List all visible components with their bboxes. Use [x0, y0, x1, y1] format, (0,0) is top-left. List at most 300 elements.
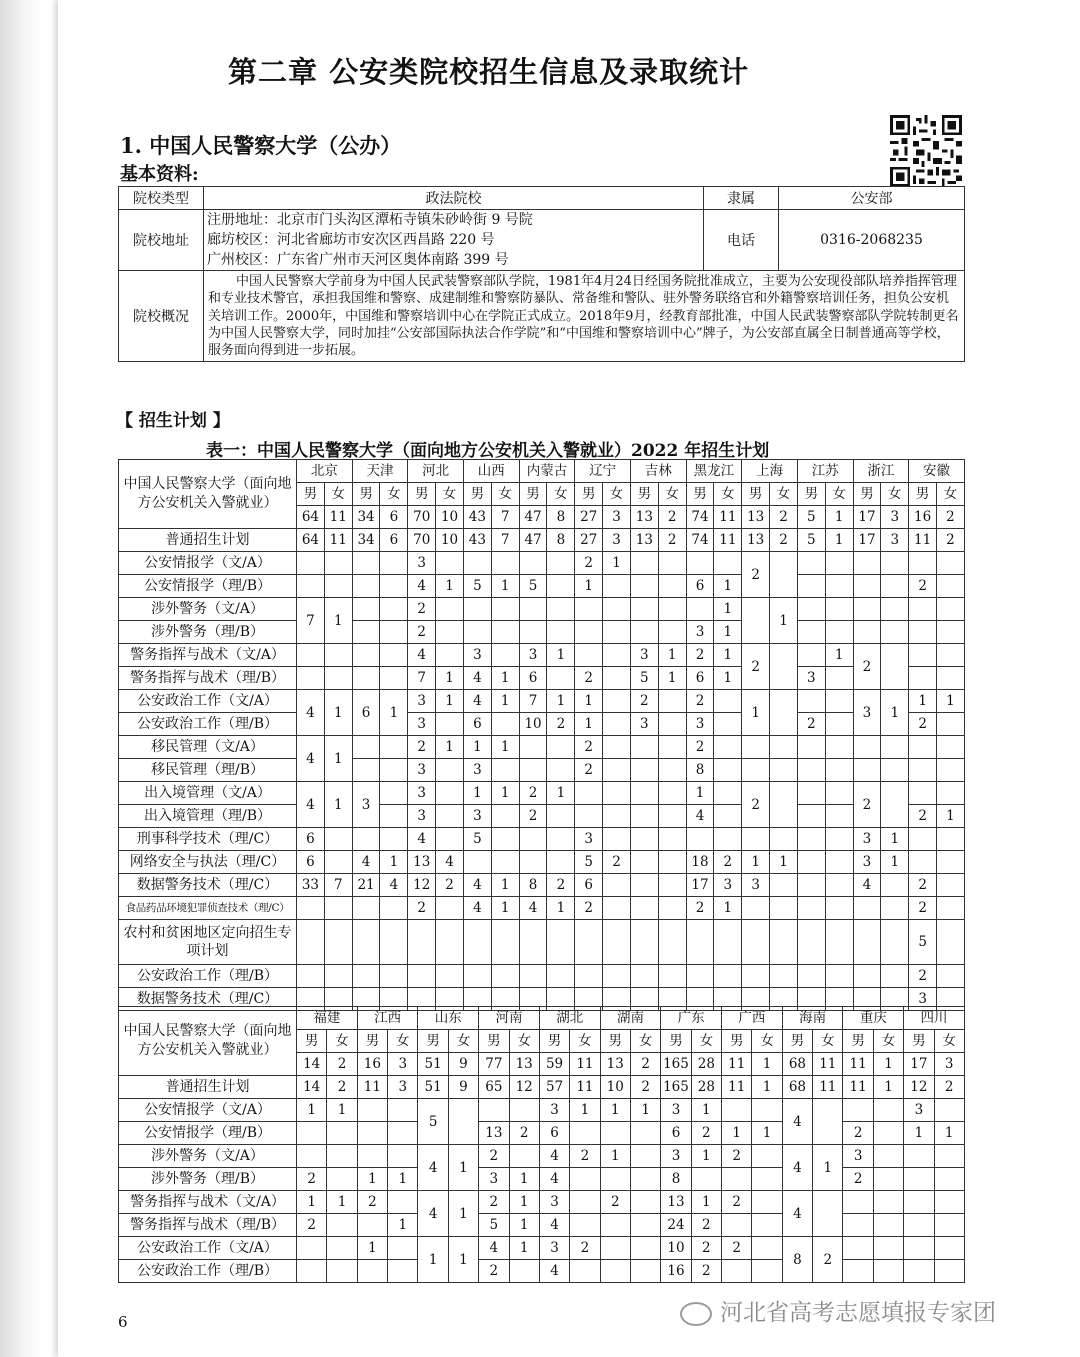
plan-cell	[352, 598, 380, 621]
plan-cell	[873, 1260, 903, 1283]
plan-cell	[658, 782, 686, 805]
row-label: 公安情报学（文/A）	[119, 1099, 297, 1122]
total-cell: 70	[408, 506, 436, 529]
plan-cell: 3	[408, 759, 436, 782]
plan-cell	[600, 1214, 630, 1237]
plan-cell: 7	[297, 598, 325, 644]
plan-cell: 3	[742, 874, 770, 897]
general-cell: 11	[909, 529, 937, 552]
province-header: 山西	[463, 460, 519, 483]
plan-cell	[881, 621, 909, 644]
plan-cell	[714, 805, 742, 828]
plan-cell: 3	[686, 621, 714, 644]
plan-cell	[603, 874, 631, 897]
overview-text	[204, 271, 965, 362]
plan-cell	[937, 667, 965, 690]
plan-cell	[380, 644, 408, 667]
plan-cell	[742, 736, 770, 759]
plan-cell	[519, 736, 547, 759]
plan-cell	[934, 1099, 964, 1122]
watermark	[680, 1294, 996, 1327]
plan-cell	[380, 552, 408, 575]
plan-cell	[603, 965, 631, 988]
plan-cell	[752, 1214, 782, 1237]
plan-cell: 2	[575, 897, 603, 920]
plan-cell	[881, 575, 909, 598]
plan-cell	[603, 920, 631, 965]
general-cell: 34	[352, 529, 380, 552]
male-header: 男	[357, 1030, 387, 1053]
plan-cell	[448, 1099, 478, 1145]
total-cell: 27	[575, 506, 603, 529]
plan-cell	[853, 621, 881, 644]
plan-cell	[380, 598, 408, 621]
plan-cell: 1	[770, 851, 798, 874]
plan-cell: 8	[519, 874, 547, 897]
general-cell: 68	[782, 1076, 812, 1099]
header-row	[119, 460, 965, 483]
general-cell: 6	[380, 529, 408, 552]
plan-cell	[297, 575, 325, 598]
plan-cell: 1	[436, 667, 464, 690]
plan-cell	[463, 920, 491, 965]
plan-cell: 1	[714, 897, 742, 920]
major-row	[119, 805, 965, 828]
plan-cell: 4	[408, 644, 436, 667]
plan-cell: 1	[324, 782, 352, 828]
plan-cell: 3	[463, 644, 491, 667]
plan-cell: 1	[742, 851, 770, 874]
total-cell: 7	[491, 506, 519, 529]
major-row	[119, 736, 965, 759]
plan-cell: 4	[782, 1099, 812, 1145]
plan-cell: 2	[742, 552, 770, 598]
province-header: 湖北	[539, 1007, 600, 1030]
plan-cell	[825, 575, 853, 598]
total-cell: 11	[570, 1053, 600, 1076]
plan-cell	[603, 736, 631, 759]
plan-cell	[937, 736, 965, 759]
female-header: 女	[691, 1030, 721, 1053]
plan-cell	[352, 920, 380, 965]
plan-cell: 1	[714, 598, 742, 621]
row-label: 公安情报学（理/B）	[119, 575, 297, 598]
plan-cell	[937, 782, 965, 805]
plan-cell	[658, 713, 686, 736]
female-header: 女	[934, 1030, 964, 1053]
plan-cell	[380, 897, 408, 920]
plan-cell	[352, 644, 380, 667]
plan-cell	[630, 1237, 660, 1260]
plan-cell	[630, 1122, 660, 1145]
plan-cell	[686, 965, 714, 988]
plan-cell: 3	[909, 988, 937, 1011]
plan-cell	[658, 598, 686, 621]
plan-cell	[357, 1260, 387, 1283]
plan-cell	[380, 805, 408, 828]
male-header: 男	[352, 483, 380, 506]
plan-cell: 2	[297, 1168, 327, 1191]
plan-cell: 8	[686, 759, 714, 782]
general-cell: 13	[742, 529, 770, 552]
plan-cell	[380, 920, 408, 965]
plan-cell: 1	[600, 1099, 630, 1122]
plan-cell	[519, 598, 547, 621]
row-label: 公安情报学（文/A）	[119, 552, 297, 575]
plan-cell: 4	[297, 736, 325, 782]
major-row	[119, 575, 965, 598]
plan-cell	[297, 667, 325, 690]
female-header: 女	[770, 483, 798, 506]
plan-cell: 4	[539, 1214, 569, 1237]
general-cell: 12	[904, 1076, 934, 1099]
plan-cell	[630, 1260, 660, 1283]
plan-cell: 4	[408, 575, 436, 598]
male-header: 男	[797, 483, 825, 506]
major-row	[119, 552, 965, 575]
plan-cell	[630, 782, 658, 805]
plan-cell	[436, 713, 464, 736]
plan-cell	[630, 552, 658, 575]
plan-cell: 1	[463, 782, 491, 805]
plan-cell: 1	[327, 1099, 357, 1122]
plan-cell	[463, 851, 491, 874]
plan-cell	[873, 1145, 903, 1168]
female-header: 女	[509, 1030, 539, 1053]
plan-cell: 2	[722, 1191, 752, 1214]
plan-cell	[714, 920, 742, 965]
plan-cell	[797, 805, 825, 828]
plan-cell: 1	[357, 1237, 387, 1260]
plan-cell: 1	[509, 1237, 539, 1260]
plan-cell	[491, 621, 519, 644]
plan-cell: 4	[463, 690, 491, 713]
plan-cell	[388, 1099, 418, 1122]
plan-cell: 10	[519, 713, 547, 736]
plan-cell: 2	[479, 1260, 509, 1283]
address-value	[204, 210, 704, 271]
female-header: 女	[752, 1030, 782, 1053]
plan-cell: 1	[630, 1099, 660, 1122]
plan-cell: 1	[658, 644, 686, 667]
plan-cell	[324, 828, 352, 851]
plan-cell: 1	[547, 782, 575, 805]
plan-cell	[547, 736, 575, 759]
plan-cell: 1	[575, 690, 603, 713]
male-header: 男	[686, 483, 714, 506]
plan-cell	[797, 782, 825, 805]
plan-cell	[324, 552, 352, 575]
plan-cell: 2	[853, 782, 881, 828]
plan-cell: 2	[570, 1237, 600, 1260]
total-cell: 51	[418, 1053, 448, 1076]
plan-cell	[909, 552, 937, 575]
plan-cell	[881, 920, 909, 965]
plan-cell: 5	[418, 1099, 448, 1145]
plan-cell: 1	[904, 1122, 934, 1145]
row-label: 公安政治工作（理/B）	[119, 713, 297, 736]
plan-cell: 3	[904, 1099, 934, 1122]
plan-table-2	[118, 1006, 965, 1283]
general-cell: 8	[547, 529, 575, 552]
plan-cell	[327, 1214, 357, 1237]
plan-cell	[297, 1122, 327, 1145]
plan-cell	[547, 920, 575, 965]
school-type-value: 政法院校	[204, 187, 704, 210]
plan-cell	[600, 1260, 630, 1283]
plan-cell	[600, 1237, 630, 1260]
plan-cell: 2	[408, 598, 436, 621]
plan-cell: 3	[853, 851, 881, 874]
basic-info-label: 基本资料:	[120, 164, 199, 185]
plan-cell	[479, 1099, 509, 1122]
general-cell: 65	[479, 1076, 509, 1099]
female-header: 女	[873, 1030, 903, 1053]
plan-cell	[843, 1237, 873, 1260]
qr-code-icon	[890, 115, 962, 187]
female-header: 女	[327, 1030, 357, 1053]
plan-cell: 18	[686, 851, 714, 874]
general-cell: 51	[418, 1076, 448, 1099]
plan-cell: 4	[436, 851, 464, 874]
plan-cell	[324, 920, 352, 965]
plan-cell: 1	[722, 1122, 752, 1145]
plan-cell: 33	[297, 874, 325, 897]
plan-cell	[547, 552, 575, 575]
plan-cell	[934, 1260, 964, 1283]
plan-cell	[904, 1145, 934, 1168]
plan-cell: 1	[324, 736, 352, 782]
plan-cell	[600, 1168, 630, 1191]
plan-cell	[463, 965, 491, 988]
plan-cell	[714, 828, 742, 851]
plan-cell	[813, 1099, 843, 1145]
plan-cell: 4	[418, 1191, 448, 1237]
plan-cell: 1	[297, 1191, 327, 1214]
province-header: 辽宁	[575, 460, 631, 483]
plan-cell	[752, 1260, 782, 1283]
plan-cell	[770, 920, 798, 965]
major-row	[119, 759, 965, 782]
plan-cell: 1	[714, 644, 742, 667]
general-cell: 3	[603, 529, 631, 552]
plan-cell	[937, 828, 965, 851]
plan-cell	[722, 1260, 752, 1283]
plan-cell: 2	[575, 759, 603, 782]
province-header: 重庆	[843, 1007, 904, 1030]
plan-cell	[380, 828, 408, 851]
plan-cell: 6	[686, 575, 714, 598]
major-row	[119, 1145, 965, 1168]
plan-cell	[881, 552, 909, 575]
plan-cell: 1	[934, 1122, 964, 1145]
plan-cell	[909, 621, 937, 644]
total-cell: 59	[539, 1053, 569, 1076]
plan-cell	[570, 1191, 600, 1214]
plan-cell: 1	[691, 1145, 721, 1168]
plan-cell	[658, 690, 686, 713]
plan-cell	[770, 782, 798, 828]
overview-paragraph: 中国人民警察大学前身为中国人民武装警察部队学院，1981年4月24日经国务院批准成立，主要为公安现役部队培养指挥管理和专业技术警官，承担我国维和警察、成建制维和警察防暴队、常备维和警队、驻外警务联络官和外籍警察培训任务，担负公安机关培训工作。2000年，中国维和警察培训中心在学院正式成立。2018年9月，经教育部批准，中国人民武装警察部队学院转制更名为中国人民警察大学，同时加挂“公安部国际执法合作学院”和“中国维和警察培训中心”牌子，为公安部直属全日制普通高等学校，服务面向得到进一步拓展。	[208, 274, 959, 359]
plan-cell	[714, 736, 742, 759]
plan-cell: 1	[380, 851, 408, 874]
general-cell: 47	[519, 529, 547, 552]
plan-cell: 5	[479, 1214, 509, 1237]
plan-cell	[937, 759, 965, 782]
plan-cell	[388, 1260, 418, 1283]
plan-cell	[909, 667, 937, 690]
plan-cell	[327, 1260, 357, 1283]
plan-cell: 6	[463, 713, 491, 736]
plan-cell: 1	[491, 782, 519, 805]
male-header: 男	[722, 1030, 752, 1053]
plan-cell	[297, 552, 325, 575]
plan-cell	[825, 690, 853, 713]
plan-cell	[658, 897, 686, 920]
general-cell: 7	[491, 529, 519, 552]
plan-cell: 3	[714, 874, 742, 897]
plan-cell	[547, 759, 575, 782]
plan-cell	[881, 874, 909, 897]
plan-table-1	[118, 459, 965, 1011]
plan-cell	[770, 897, 798, 920]
plan-cell	[797, 874, 825, 897]
total-cell: 11	[714, 506, 742, 529]
plan-cell	[357, 1145, 387, 1168]
plan-cell: 5	[575, 851, 603, 874]
total-cell: 2	[327, 1053, 357, 1076]
plan-cell	[825, 920, 853, 965]
plan-cell	[297, 644, 325, 667]
plan-cell	[519, 552, 547, 575]
plan-cell: 1	[686, 782, 714, 805]
plan-cell: 1	[463, 736, 491, 759]
plan-cell: 5	[519, 575, 547, 598]
plan-cell	[658, 552, 686, 575]
wechat-icon	[680, 1302, 712, 1326]
male-header: 男	[297, 483, 325, 506]
plan-cell	[797, 920, 825, 965]
plan-cell	[600, 1122, 630, 1145]
plan-cell	[825, 736, 853, 759]
header-row	[119, 1007, 965, 1030]
plan-cell: 2	[547, 713, 575, 736]
total-cell: 8	[547, 506, 575, 529]
general-cell: 13	[630, 529, 658, 552]
row-label: 公安政治工作（理/B）	[119, 1260, 297, 1283]
major-row	[119, 782, 965, 805]
plan-table-title: 表一：中国人民警察大学（面向地方公安机关入警就业）2022 年招生计划	[206, 441, 770, 461]
plan-cell: 6	[539, 1122, 569, 1145]
plan-cell: 2	[742, 644, 770, 690]
plan-cell	[547, 965, 575, 988]
plan-cell	[686, 598, 714, 621]
plan-cell: 6	[297, 851, 325, 874]
plan-cell	[575, 805, 603, 828]
plan-cell	[813, 1191, 843, 1237]
female-header: 女	[436, 483, 464, 506]
total-cell: 77	[479, 1053, 509, 1076]
plan-cell	[436, 644, 464, 667]
plan-cell	[519, 965, 547, 988]
row-label: 农村和贫困地区定向招生专项计划	[119, 920, 297, 965]
school-info-table	[118, 186, 965, 362]
province-header: 湖南	[600, 1007, 661, 1030]
plan-cell	[825, 667, 853, 690]
enrollment-plan-heading: 【 招生计划 】	[116, 411, 230, 431]
total-cell: 2	[937, 506, 965, 529]
plan-cell: 6	[661, 1122, 691, 1145]
plan-cell: 1	[436, 690, 464, 713]
plan-cell: 6	[519, 667, 547, 690]
plan-cell	[909, 759, 937, 782]
plan-cell	[352, 575, 380, 598]
female-header: 女	[937, 483, 965, 506]
plan-cell: 2	[603, 851, 631, 874]
total-cell: 11	[843, 1053, 873, 1076]
plan-cell	[463, 598, 491, 621]
plan-cell	[881, 736, 909, 759]
female-header: 女	[388, 1030, 418, 1053]
plan-cell: 2	[909, 874, 937, 897]
plan-cell	[937, 552, 965, 575]
plan-cell	[297, 920, 325, 965]
plan-cell	[519, 920, 547, 965]
general-cell: 2	[770, 529, 798, 552]
plan-cell	[904, 1168, 934, 1191]
plan-cell	[297, 1237, 327, 1260]
plan-cell	[603, 782, 631, 805]
plan-cell: 3	[463, 759, 491, 782]
plan-cell: 2	[519, 805, 547, 828]
plan-cell	[630, 598, 658, 621]
plan-cell	[770, 965, 798, 988]
plan-cell	[937, 575, 965, 598]
total-cell: 13	[600, 1053, 630, 1076]
major-row	[119, 828, 965, 851]
plan-cell	[547, 828, 575, 851]
plan-cell: 5	[463, 828, 491, 851]
plan-cell: 2	[909, 575, 937, 598]
plan-cell	[352, 736, 380, 759]
plan-cell: 1	[742, 690, 770, 736]
plan-cell: 1	[388, 1214, 418, 1237]
plan-cell	[491, 805, 519, 828]
plan-cell: 1	[547, 690, 575, 713]
plan-cell	[742, 598, 770, 644]
plan-cell	[797, 851, 825, 874]
plan-cell: 3	[463, 805, 491, 828]
plan-cell	[658, 805, 686, 828]
major-row	[119, 621, 965, 644]
plan-cell: 2	[909, 805, 937, 828]
plan-cell	[380, 759, 408, 782]
plan-cell	[327, 1145, 357, 1168]
plan-cell	[686, 920, 714, 965]
plan-cell	[603, 805, 631, 828]
plan-cell	[388, 1191, 418, 1214]
plan-cell	[436, 920, 464, 965]
plan-cell	[797, 621, 825, 644]
major-row	[119, 851, 965, 874]
plan-cell: 2	[742, 782, 770, 828]
male-header: 男	[408, 483, 436, 506]
plan-cell	[630, 965, 658, 988]
page-number: 6	[118, 1313, 128, 1331]
plan-cell	[742, 897, 770, 920]
province-header: 福建	[297, 1007, 358, 1030]
plan-cell: 3	[797, 667, 825, 690]
